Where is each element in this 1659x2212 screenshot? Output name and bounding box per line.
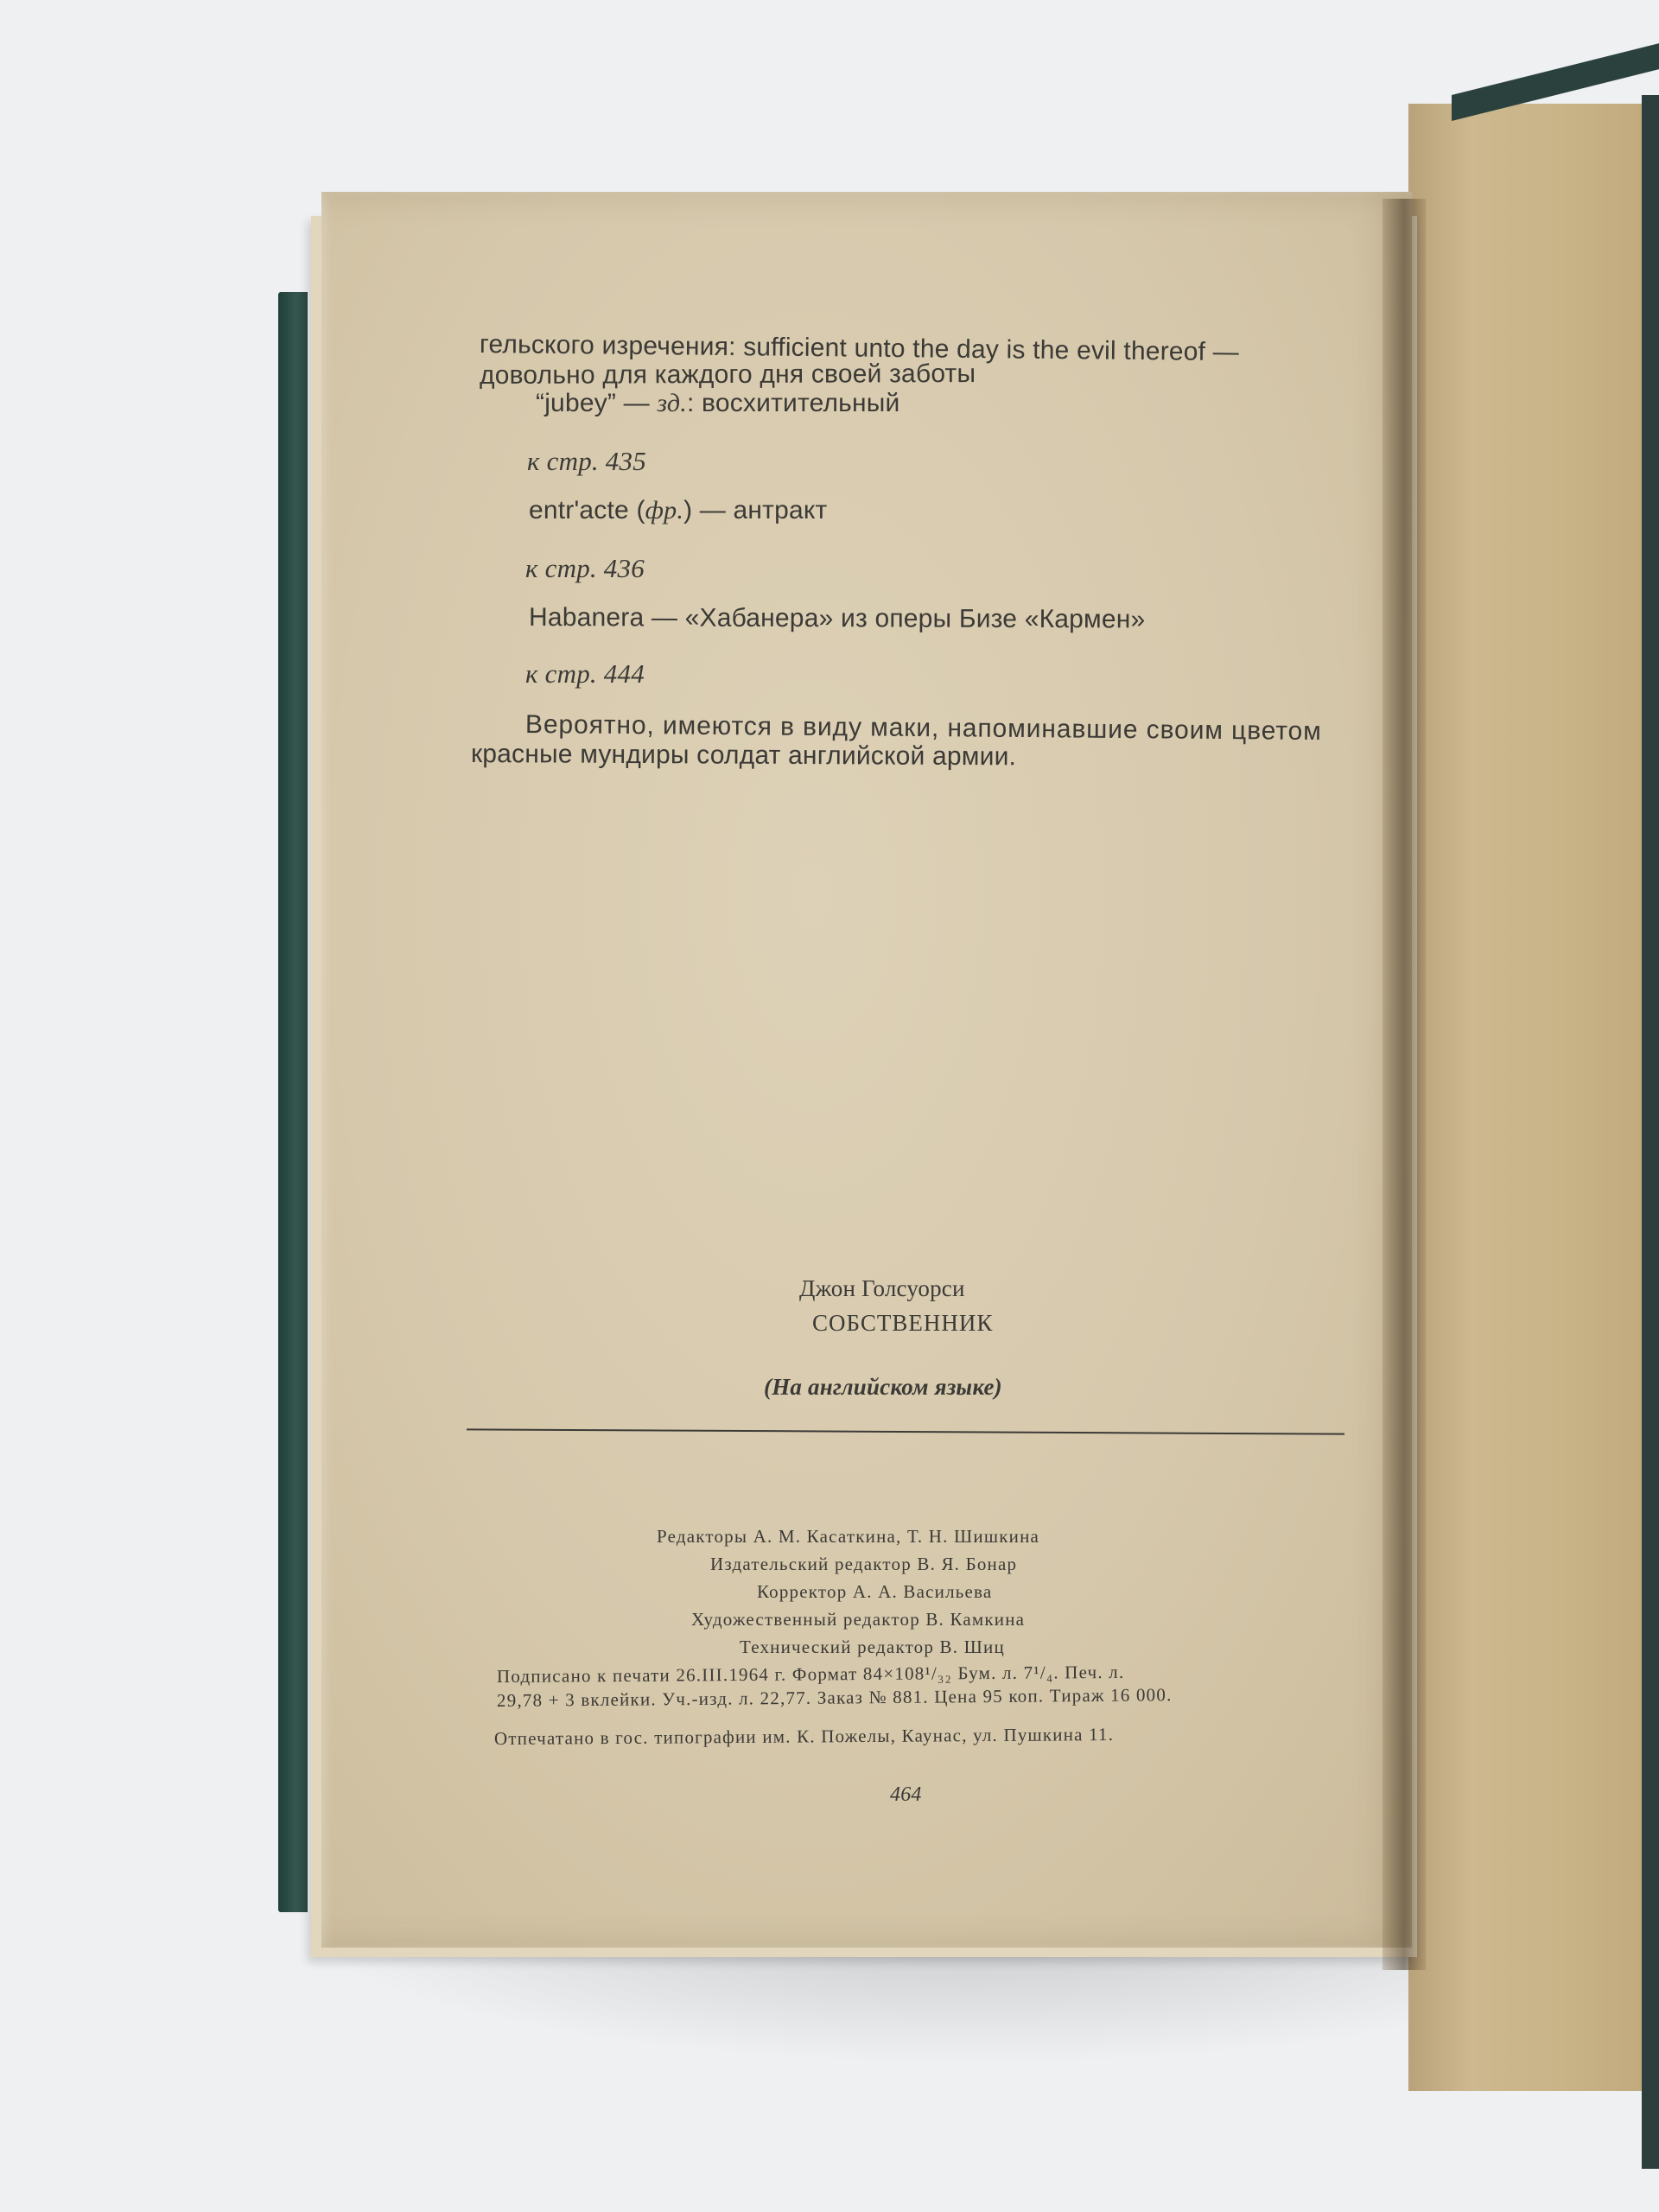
- right-page: [1408, 104, 1659, 2091]
- tech-editor-line: Технический редактор В. Шиц: [740, 1637, 1005, 1657]
- art-editor-line: Художественный редактор В. Камкина: [691, 1609, 1026, 1630]
- publishing-editor-line: Издательский редактор В. Я. Бонар: [710, 1554, 1018, 1574]
- print-details-line-1: Подписано к печати 26.III.1964 г. Формат 84×108¹/₃₂ Бум. л. 7¹/₄. Печ. л.: [496, 1661, 1125, 1687]
- entracte-lang: фр.: [645, 496, 684, 524]
- print-details-line-2: 29,78 + 3 вклейки. Уч.-изд. л. 22,77. Заказ № 881. Цена 95 коп. Тираж 16 000.: [496, 1684, 1173, 1711]
- entracte-note: [529, 496, 828, 525]
- editors-line: Редакторы А. М. Касаткина, Т. Н. Шишкина: [657, 1526, 1040, 1547]
- proofreader-line: Корректор А. А. Васильева: [757, 1581, 993, 1602]
- language-note: (На английском языке): [764, 1374, 1002, 1400]
- page-ref-436: к стр. 436: [525, 553, 645, 583]
- back-cover-edge: [1642, 95, 1659, 2169]
- jubey-abbr: зд.: [657, 389, 687, 417]
- book-gutter: [1382, 199, 1426, 1970]
- entracte-term: entr'acte (: [529, 496, 645, 524]
- note-line-2: довольно для каждого дня своей заботы: [479, 359, 976, 390]
- note-line-3: [536, 389, 900, 418]
- page-ref-444: к стр. 444: [525, 658, 645, 689]
- jubey-definition: : восхитительный: [686, 389, 900, 417]
- page-ref-435: к стр. 435: [527, 446, 646, 476]
- poppies-note-line-1: Вероятно, имеются в виду маки, напоминавшие своим цветом: [524, 710, 1322, 747]
- book-spine-cover: [278, 292, 308, 1912]
- note-line-1: гельского изречения: sufficient unto the day is the evil thereof —: [479, 330, 1240, 367]
- book-title: СОБСТВЕННИК: [812, 1310, 994, 1336]
- author-name: Джон Голсуорси: [799, 1275, 965, 1301]
- printing-house-line: Отпечатано в гос. типографии им. К. Пожелы, Каунас, ул. Пушкина 11.: [493, 1723, 1115, 1749]
- habanera-note: Habanera — «Хабанера» из оперы Бизе «Кармен»: [528, 603, 1146, 634]
- poppies-note-line-2: красные мундиры солдат английской армии.: [470, 740, 1017, 772]
- entracte-definition: ) — антракт: [683, 496, 828, 524]
- jubey-term: “jubey” —: [536, 389, 658, 417]
- page-number: 464: [890, 1783, 922, 1806]
